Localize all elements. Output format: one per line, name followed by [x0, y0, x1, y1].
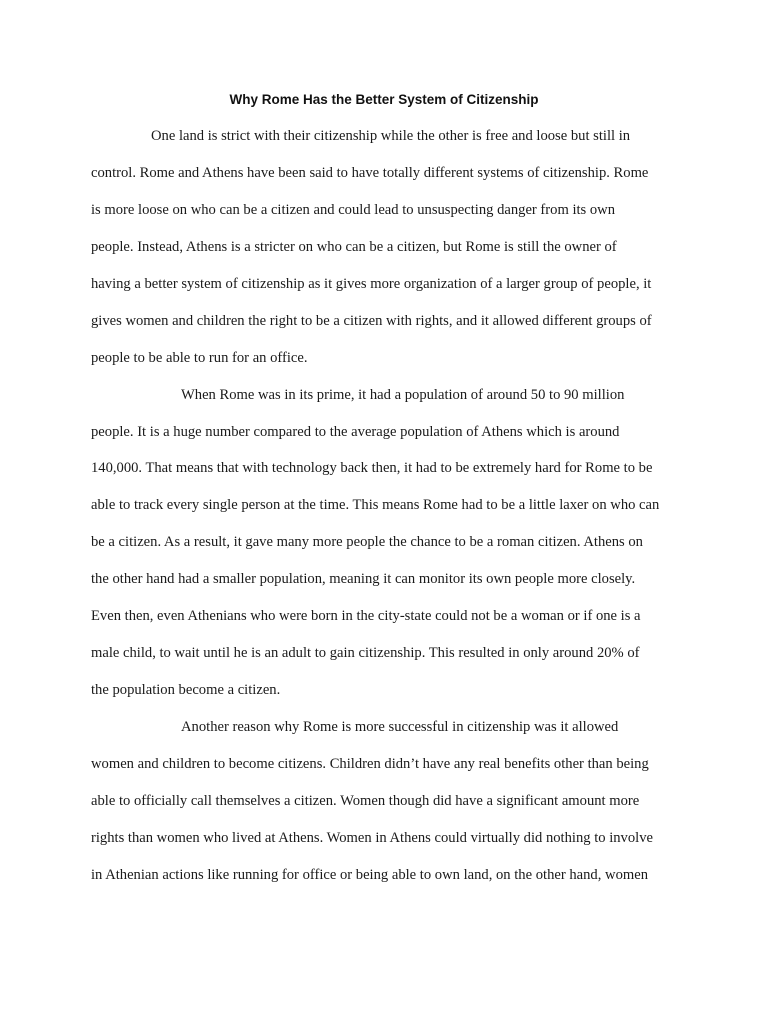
paragraph-line: people to be able to run for an office.: [91, 350, 308, 366]
paragraph-line: the population become a citizen.: [91, 682, 281, 698]
paragraph-line: able to track every single person at the time. This means Rome had to be a little laxer on who can: [91, 497, 660, 513]
paragraph-line: able to officially call themselves a citizen. Women though did have a significant amount more: [91, 793, 640, 809]
paragraph-line: When Rome was in its prime, it had a population of around 50 to 90 million: [181, 387, 625, 403]
paragraph-line: male child, to wait until he is an adult to gain citizenship. This resulted in only around 20% of: [91, 645, 640, 661]
paragraph-line: One land is strict with their citizenship while the other is free and loose but still in: [151, 128, 631, 144]
paragraph-line: people. Instead, Athens is a stricter on who can be a citizen, but Rome is still the owner of: [91, 239, 617, 255]
paragraph-line: gives women and children the right to be a citizen with rights, and it allowed different groups of: [91, 313, 652, 329]
paragraph-line: Even then, even Athenians who were born in the city-state could not be a woman or if one is a: [91, 608, 641, 624]
document-title: Why Rome Has the Better System of Citizenship: [229, 92, 539, 107]
paragraph-line: 140,000. That means that with technology back then, it had to be extremely hard for Rome to be: [91, 460, 653, 476]
paragraph-line: people. It is a huge number compared to the average population of Athens which is around: [91, 424, 620, 440]
paragraph-line: rights than women who lived at Athens. Women in Athens could virtually did nothing to involve: [91, 830, 653, 846]
paragraph-line: be a citizen. As a result, it gave many more people the chance to be a roman citizen. Athens on: [91, 534, 643, 550]
paragraph-line: in Athenian actions like running for office or being able to own land, on the other hand, women: [91, 867, 648, 883]
paragraph-line: is more loose on who can be a citizen and could lead to unsuspecting danger from its own: [91, 202, 616, 218]
paragraph-line: the other hand had a smaller population, meaning it can monitor its own people more closely.: [91, 571, 636, 587]
paragraph-line: Another reason why Rome is more successful in citizenship was it allowed: [181, 719, 619, 735]
paragraph-line: control. Rome and Athens have been said to have totally different systems of citizenship. Rome: [91, 165, 649, 181]
paragraph-line: having a better system of citizenship as it gives more organization of a larger group of people, it: [91, 276, 652, 292]
paragraph-line: women and children to become citizens. Children didn’t have any real benefits other than being: [91, 756, 649, 772]
